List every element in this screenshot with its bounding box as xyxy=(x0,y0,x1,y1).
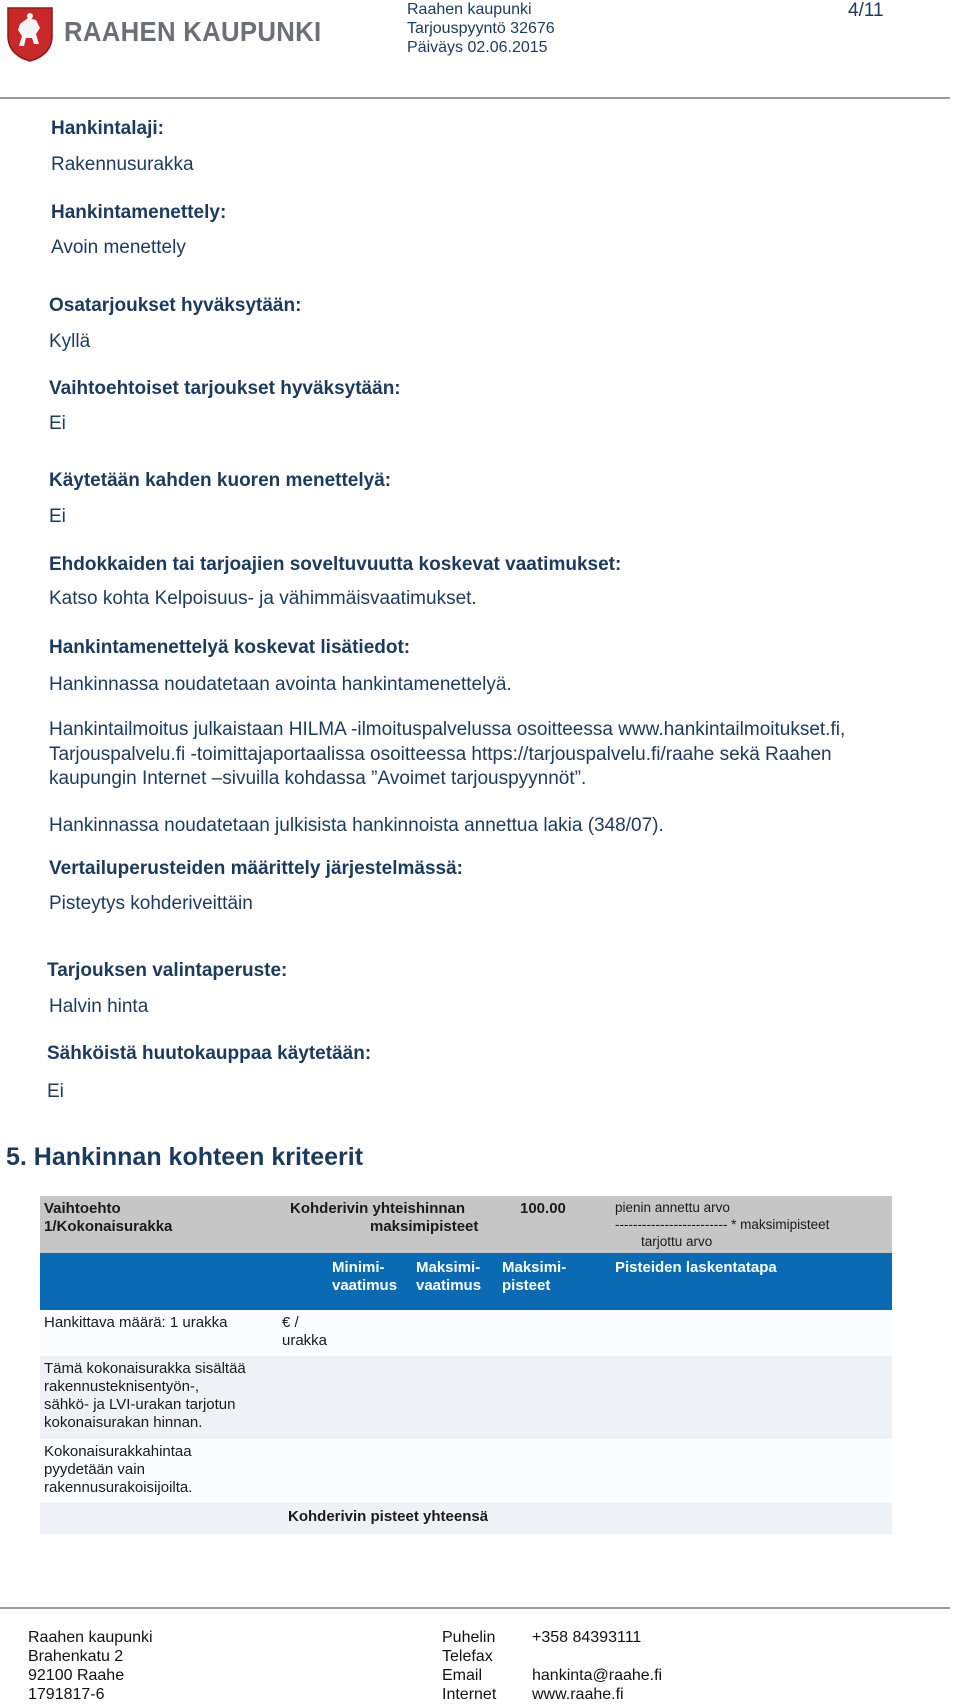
field-label-hankintamenettely: Hankintamenettely: xyxy=(51,202,227,223)
field-label-soveltuvuus: Ehdokkaiden tai tarjoajien soveltuvuutta koskevat vaatimukset: xyxy=(49,554,622,575)
col-min-1: Minimi- xyxy=(332,1259,385,1276)
field-value-kahden-kuoren: Ei xyxy=(49,506,66,527)
footer-fax xyxy=(532,1647,662,1666)
footer-divider xyxy=(0,1607,950,1609)
info-line-3: kaupungin Internet –sivuilla kohdassa ”Avoimet tarjouspyynnöt”. xyxy=(49,768,587,789)
footer-web-label: Internet xyxy=(442,1686,497,1703)
total-label-1: Kohderivin yhteishinnan xyxy=(290,1200,466,1217)
footer-phone-label: Puhelin xyxy=(442,1629,496,1646)
table-formula-cell xyxy=(611,1196,892,1253)
header-doc-number: Tarjouspyyntö 32676 xyxy=(407,20,555,37)
desc1-line-3: sähkö- ja LVI-urakan tarjotun xyxy=(44,1396,236,1413)
total-label-2: maksimipisteet xyxy=(370,1218,479,1235)
footer-contact-labels xyxy=(442,1628,496,1704)
col-pts-2: pisteet xyxy=(502,1277,551,1294)
footer-email[interactable]: hankinta@raahe.fi xyxy=(532,1667,663,1684)
field-value-vertailuperusteet: Pisteytys kohderiveittäin xyxy=(49,893,253,914)
desc1-line-1: Tämä kokonaisurakka sisältää xyxy=(44,1360,246,1377)
logo-wordmark: RAAHEN KAUPUNKI xyxy=(64,16,322,47)
desc1-line-4: kokonaisurakan hinnan. xyxy=(44,1414,203,1431)
table-gap-cell xyxy=(570,1196,611,1253)
field-value-huutokauppa: Ei xyxy=(47,1081,64,1102)
page-number: 4/11 xyxy=(848,0,884,21)
field-label-valintaperuste: Tarjouksen valintaperuste: xyxy=(47,960,288,981)
info-line-1: Hankintailmoitus julkaistaan HILMA -ilmoituspalvelussa osoitteessa www.hankintailmoitukset.fi, xyxy=(49,719,846,740)
field-value-soveltuvuus: Katso kohta Kelpoisuus- ja vähimmäisvaatimukset. xyxy=(49,588,477,609)
desc2-line-3: rakennusurakoisijoilta. xyxy=(44,1479,193,1496)
option-line-1: Vaihtoehto xyxy=(44,1200,121,1217)
blue-spacer-2 xyxy=(278,1253,324,1310)
field-value-osatarjoukset: Kyllä xyxy=(49,331,91,352)
info-line-2: Tarjouspalvelu.fi -toimittajaportaalissa osoitteessa https://tarjouspalvelu.fi/raahe sekä Raahen xyxy=(49,744,832,765)
document-meta xyxy=(407,0,555,57)
unit-line-2: urakka xyxy=(282,1332,328,1349)
unit-line-1: € / xyxy=(282,1314,299,1331)
col-min-header xyxy=(324,1253,412,1310)
footer-fax-label: Telefax xyxy=(442,1648,493,1665)
footer-email-label: Email xyxy=(442,1667,483,1684)
formula-bottom: tarjottu arvo xyxy=(641,1234,713,1249)
total-value: 100.00 xyxy=(520,1196,570,1253)
footer-street: Brahenkatu 2 xyxy=(28,1648,124,1665)
col-max-header xyxy=(412,1253,500,1310)
section-title: 5. Hankinnan kohteen kriteerit xyxy=(6,1143,364,1171)
field-value-lisatiedot: Hankinnassa noudatetaan avointa hankintamenettelyä. xyxy=(49,674,512,695)
col-method-header: Pisteiden laskentatapa xyxy=(611,1253,892,1310)
footer-contact-values xyxy=(532,1628,662,1704)
field-label-lisatiedot: Hankintamenettelyä koskevat lisätiedot: xyxy=(49,637,411,658)
field-value-valintaperuste: Halvin hinta xyxy=(49,996,149,1017)
footer-business-id: 1791817-6 xyxy=(28,1686,105,1703)
desc2-line-2: pyydetään vain xyxy=(44,1461,145,1478)
col-max-1: Maksimi- xyxy=(416,1259,481,1276)
formula-top: pienin annettu arvo xyxy=(615,1200,730,1215)
footer-org: Raahen kaupunki xyxy=(28,1629,153,1646)
option-line-2: 1/Kokonaisurakka xyxy=(44,1218,173,1235)
table-total-label-cell xyxy=(278,1196,560,1253)
footer-city: 92100 Raahe xyxy=(28,1667,125,1684)
unit-cell xyxy=(282,1314,342,1350)
table-option-cell xyxy=(40,1196,278,1253)
header-org: Raahen kaupunki xyxy=(407,1,532,18)
header-date: Päiväys 02.06.2015 xyxy=(407,39,548,56)
field-label-vertailuperusteet: Vertailuperusteiden määrittely järjestelmässä: xyxy=(49,858,463,879)
raahe-coat-of-arms-logo xyxy=(6,6,54,62)
info-law: Hankinnassa noudatetaan julkisista hankinnoista annettua lakia (348/07). xyxy=(49,815,664,836)
footer-web[interactable]: www.raahe.fi xyxy=(532,1686,624,1703)
criteria-table xyxy=(40,1196,892,1534)
description-1 xyxy=(44,1360,274,1432)
desc2-line-1: Kokonaisurakkahintaa xyxy=(44,1443,192,1460)
col-max-2: vaatimus xyxy=(416,1277,482,1294)
description-2 xyxy=(44,1443,274,1497)
field-label-hankintalaji: Hankintalaji: xyxy=(51,118,164,139)
field-label-vaihtoehtoiset: Vaihtoehtoiset tarjoukset hyväksytään: xyxy=(49,378,401,399)
formula-mid: ------------------------- * maksimipisteet xyxy=(615,1217,830,1232)
qty-text: Hankittava määrä: 1 urakka xyxy=(44,1314,228,1331)
field-label-kahden-kuoren: Käytetään kahden kuoren menettelyä: xyxy=(49,470,392,491)
field-label-osatarjoukset: Osatarjoukset hyväksytään: xyxy=(49,295,302,316)
blue-spacer-1 xyxy=(40,1253,278,1310)
col-pts-1: Maksimi- xyxy=(502,1259,567,1276)
col-points-header xyxy=(500,1253,611,1310)
field-value-hankintalaji: Rakennusurakka xyxy=(51,154,194,175)
header-divider xyxy=(0,97,950,99)
col-min-2: vaatimus xyxy=(332,1277,398,1294)
field-value-hankintamenettely: Avoin menettely xyxy=(51,237,186,258)
desc1-line-2: rakennusteknisentyön-, xyxy=(44,1378,200,1395)
field-value-vaihtoehtoiset: Ei xyxy=(49,413,66,434)
row-total-label: Kohderivin pisteet yhteensä xyxy=(288,1508,489,1525)
field-label-huutokauppa: Sähköistä huutokauppaa käytetään: xyxy=(47,1043,372,1064)
footer-address xyxy=(28,1628,153,1704)
footer-phone: +358 84393111 xyxy=(532,1629,642,1646)
